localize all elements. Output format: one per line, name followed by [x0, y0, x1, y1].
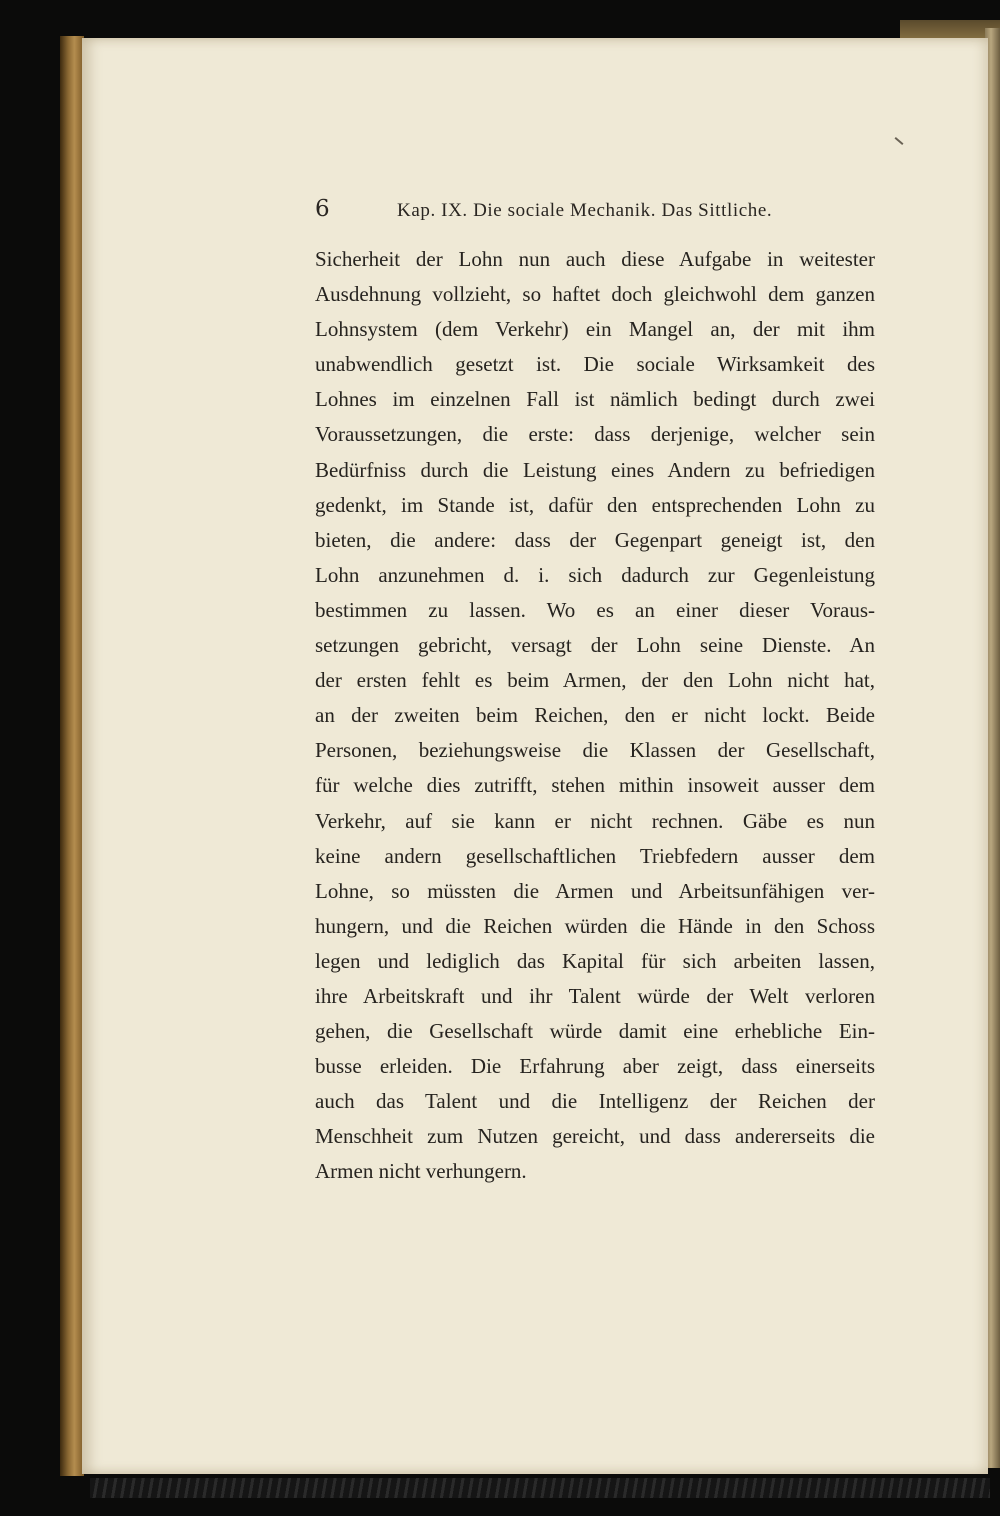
- text-line: Ausdehnung vollzieht, so haftet doch gleichwohl dem ganzen: [315, 282, 875, 307]
- text-line: Voraussetzungen, die erste: dass derjenige, welcher sein: [315, 422, 875, 447]
- text-line: setzungen gebricht, versagt der Lohn seine Dienste. An: [315, 633, 875, 658]
- text-line: Lohnsystem (dem Verkehr) ein Mangel an, der mit ihm: [315, 317, 875, 342]
- page-number: 6: [315, 196, 330, 222]
- text-line: Lohne, so müssten die Armen und Arbeitsunfähigen ver-: [315, 878, 875, 903]
- text-line: der ersten fehlt es beim Armen, der den Lohn nicht hat,: [315, 668, 875, 693]
- text-line: Armen nicht verhungern.: [315, 1159, 527, 1184]
- chapter-heading: Kap. IX. Die sociale Mechanik. Das Sittliche.: [397, 200, 773, 221]
- text-line: bieten, die andere: dass der Gegenpart geneigt ist, den: [315, 527, 875, 552]
- text-line: Bedürfniss durch die Leistung eines Andern zu befriedigen: [315, 457, 875, 482]
- page-speck: [895, 137, 904, 145]
- text-line: legen und lediglich das Kapital für sich arbeiten lassen,: [315, 948, 875, 973]
- text-line: Sicherheit der Lohn nun auch diese Aufgabe in weitester: [315, 247, 875, 271]
- text-line: unabwendlich gesetzt ist. Die sociale Wirksamkeit des: [315, 352, 875, 377]
- running-header: [315, 196, 785, 232]
- text-line: bestimmen zu lassen. Wo es an einer dieser Voraus-: [315, 597, 875, 622]
- text-line: Menschheit zum Nutzen gereicht, und dass andererseits die: [315, 1124, 875, 1149]
- book-spine: [60, 36, 84, 1476]
- text-line: gedenkt, im Stande ist, dafür den entsprechenden Lohn zu: [315, 492, 875, 517]
- text-line: für welche dies zutrifft, stehen mithin insoweit ausser dem: [315, 773, 875, 798]
- text-line: ihre Arbeitskraft und ihr Talent würde der Welt verloren: [315, 983, 875, 1008]
- text-line: Personen, beziehungsweise die Klassen der Gesellschaft,: [315, 738, 875, 763]
- text-line: an der zweiten beim Reichen, den er nicht lockt. Beide: [315, 703, 875, 728]
- body-text: [315, 242, 875, 1190]
- text-line: Verkehr, auf sie kann er nicht rechnen. Gäbe es nun: [315, 808, 875, 833]
- text-line: hungern, und die Reichen würden die Hände in den Schoss: [315, 913, 875, 938]
- text-line: busse erleiden. Die Erfahrung aber zeigt, dass einerseits: [315, 1054, 875, 1079]
- text-line: auch das Talent und die Intelligenz der Reichen der: [315, 1089, 875, 1114]
- text-line: Lohnes im einzelnen Fall ist nämlich bedingt durch zwei: [315, 387, 875, 412]
- text-line: keine andern gesellschaftlichen Triebfedern ausser dem: [315, 843, 875, 868]
- text-line: Lohn anzunehmen d. i. sich dadurch zur Gegenleistung: [315, 562, 875, 587]
- text-line: gehen, die Gesellschaft würde damit eine erhebliche Ein-: [315, 1019, 875, 1044]
- scan-bottom-strip: [90, 1478, 990, 1498]
